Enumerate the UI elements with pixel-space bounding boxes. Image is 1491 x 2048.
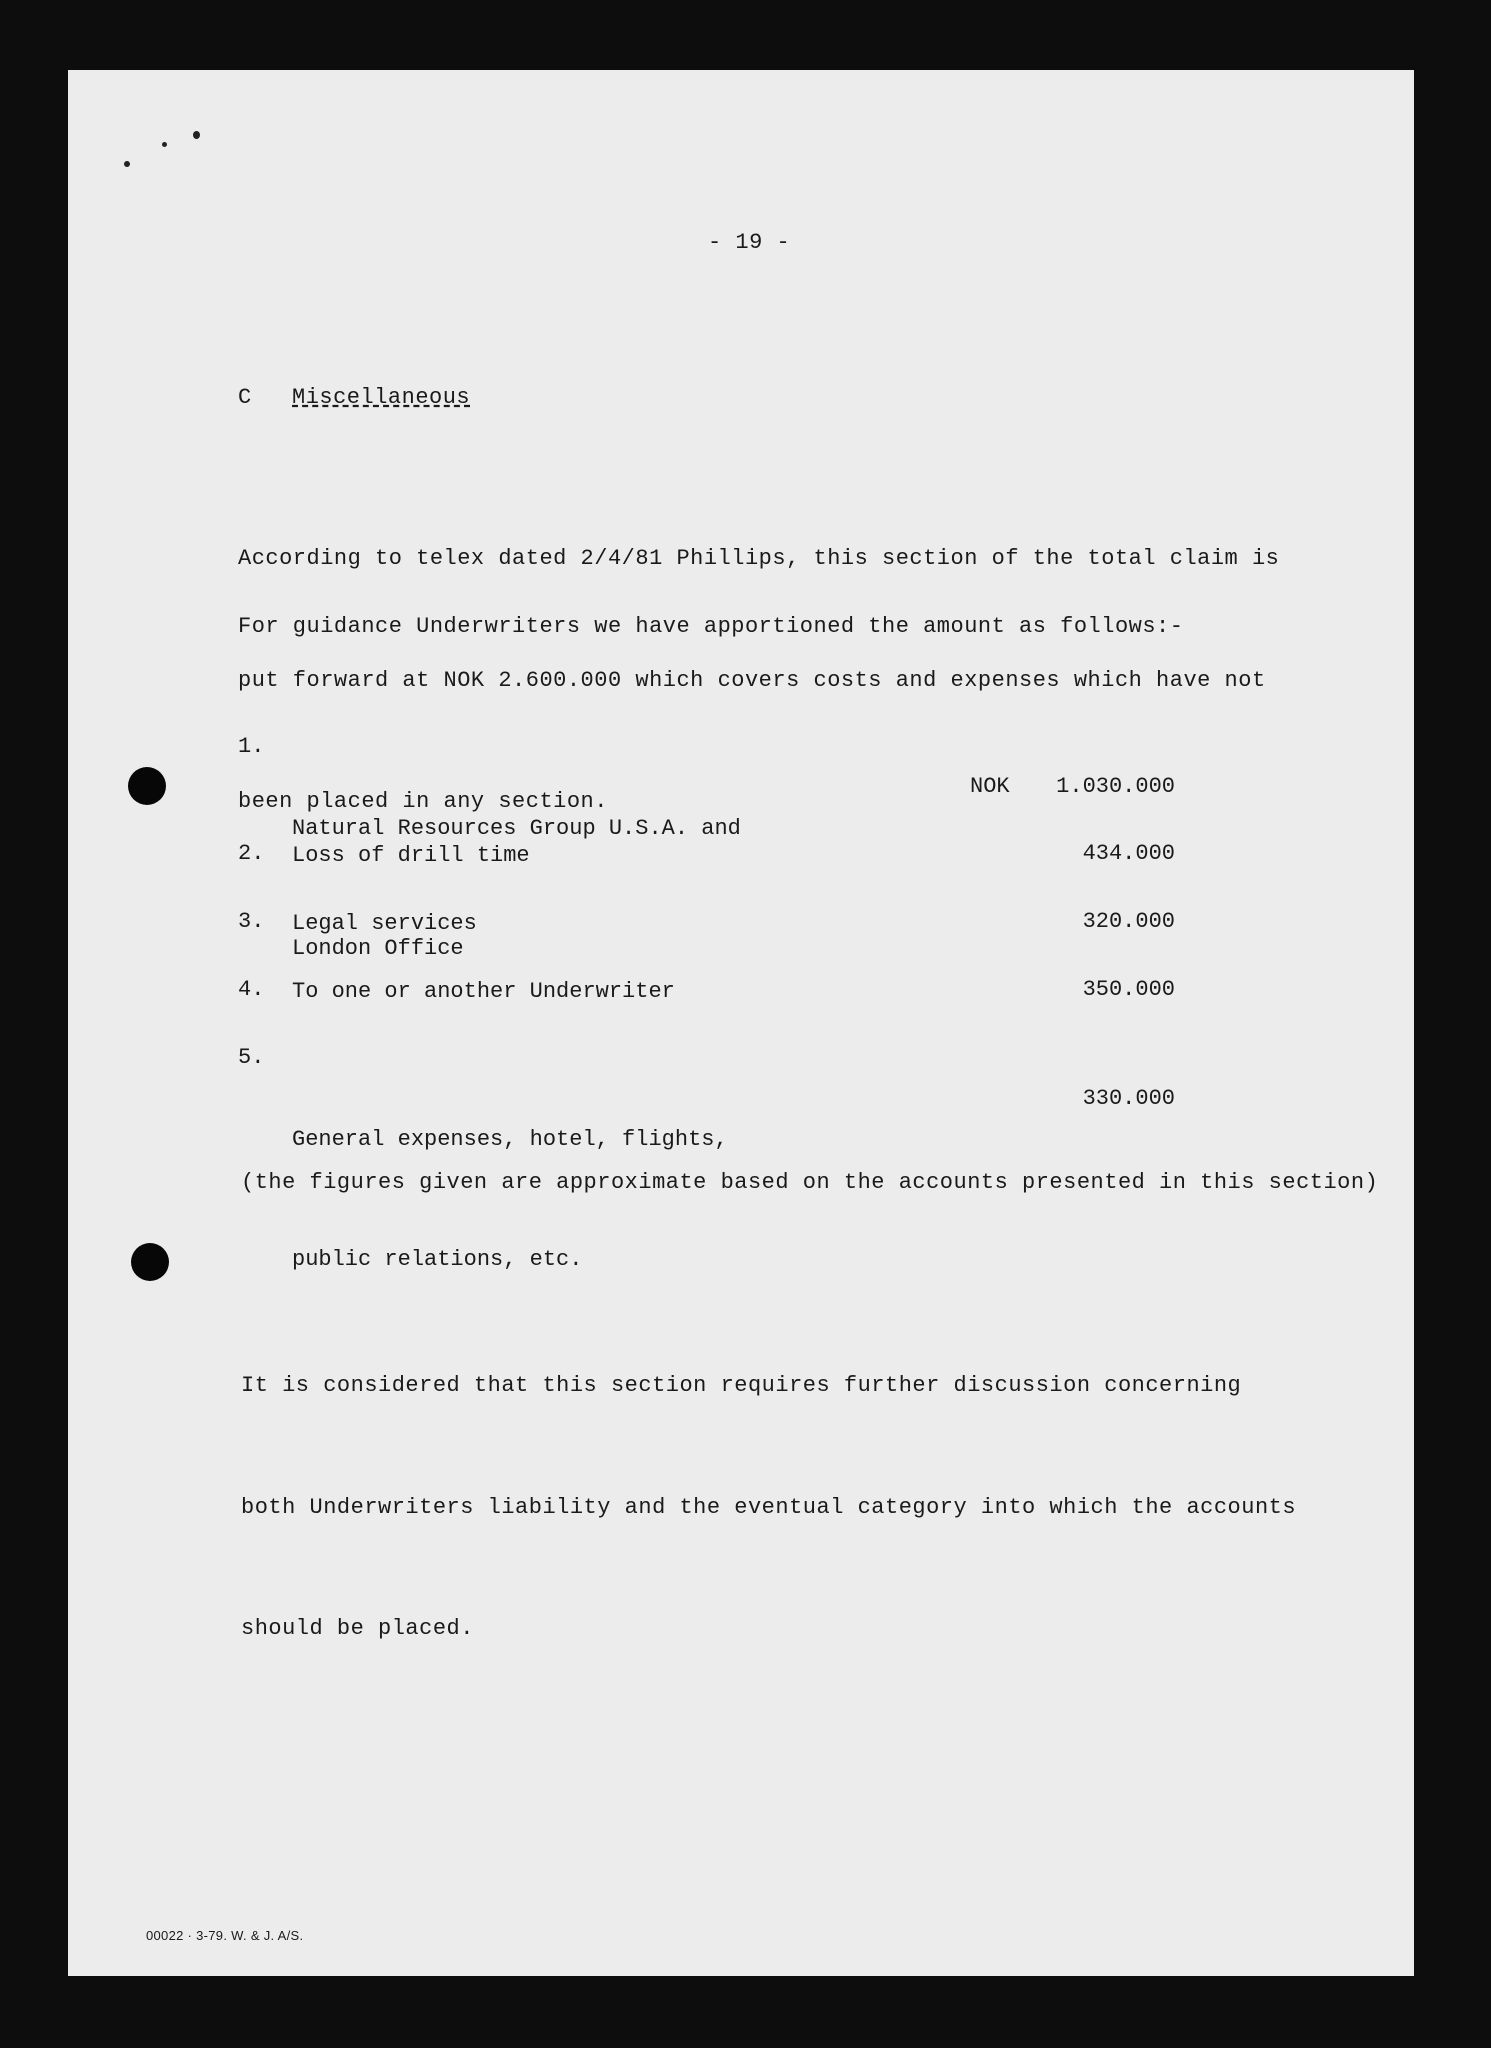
speck-mark: [124, 161, 130, 167]
item-amount: 1.030.000: [1056, 774, 1175, 799]
item-number: 1.: [238, 734, 265, 759]
intro-line: put forward at NOK 2.600.000 which covers costs and expenses which have not: [238, 667, 1266, 693]
conclusion-line: both Underwriters liability and the eventual category into which the accounts: [241, 1494, 1297, 1520]
item-number: 5.: [238, 1045, 265, 1070]
item-description-line: public relations, etc.: [292, 1247, 583, 1272]
item-description-line: Natural Resources Group U.S.A. and: [292, 816, 741, 841]
intro-line: been placed in any section.: [238, 789, 608, 814]
conclusion-line: should be placed.: [241, 1616, 474, 1641]
item-amount: 350.000: [1082, 977, 1175, 1002]
section-letter: C: [238, 385, 252, 410]
section-title: Miscellaneous: [292, 385, 471, 410]
item-amount: 434.000: [1082, 841, 1175, 866]
item-description-line: London Office: [292, 936, 464, 961]
item-description-line: General expenses, hotel, flights,: [292, 1127, 728, 1152]
item-number: 4.: [238, 977, 265, 1002]
conclusion-paragraph: [241, 1285, 1296, 1690]
item-currency: NOK: [970, 774, 1010, 799]
guidance-text: For guidance Underwriters we have apportioned the amount as follows:-: [238, 614, 1184, 639]
item-number: 2.: [238, 841, 265, 866]
item-amount: 320.000: [1082, 909, 1175, 934]
item-description: Loss of drill time: [292, 843, 530, 868]
item-description: Legal services: [292, 911, 477, 936]
document-page: [68, 70, 1414, 1976]
item-amount: 330.000: [1082, 1086, 1175, 1111]
punch-hole-upper: [128, 767, 166, 805]
item-number: 3.: [238, 909, 265, 934]
form-footer: 00022 · 3-79. W. & J. A/S.: [146, 1928, 304, 1943]
punch-hole-lower: [131, 1243, 169, 1281]
item-description: To one or another Underwriter: [292, 979, 675, 1004]
page-number: - 19 -: [708, 230, 791, 255]
intro-line: According to telex dated 2/4/81 Phillips, this section of the total claim is: [238, 546, 1280, 571]
speck-mark: [193, 131, 200, 139]
figures-note: (the figures given are approximate based on the accounts presented in this section): [241, 1170, 1379, 1195]
speck-mark: [162, 142, 167, 147]
conclusion-line: It is considered that this section requires further discussion concerning: [241, 1373, 1242, 1398]
